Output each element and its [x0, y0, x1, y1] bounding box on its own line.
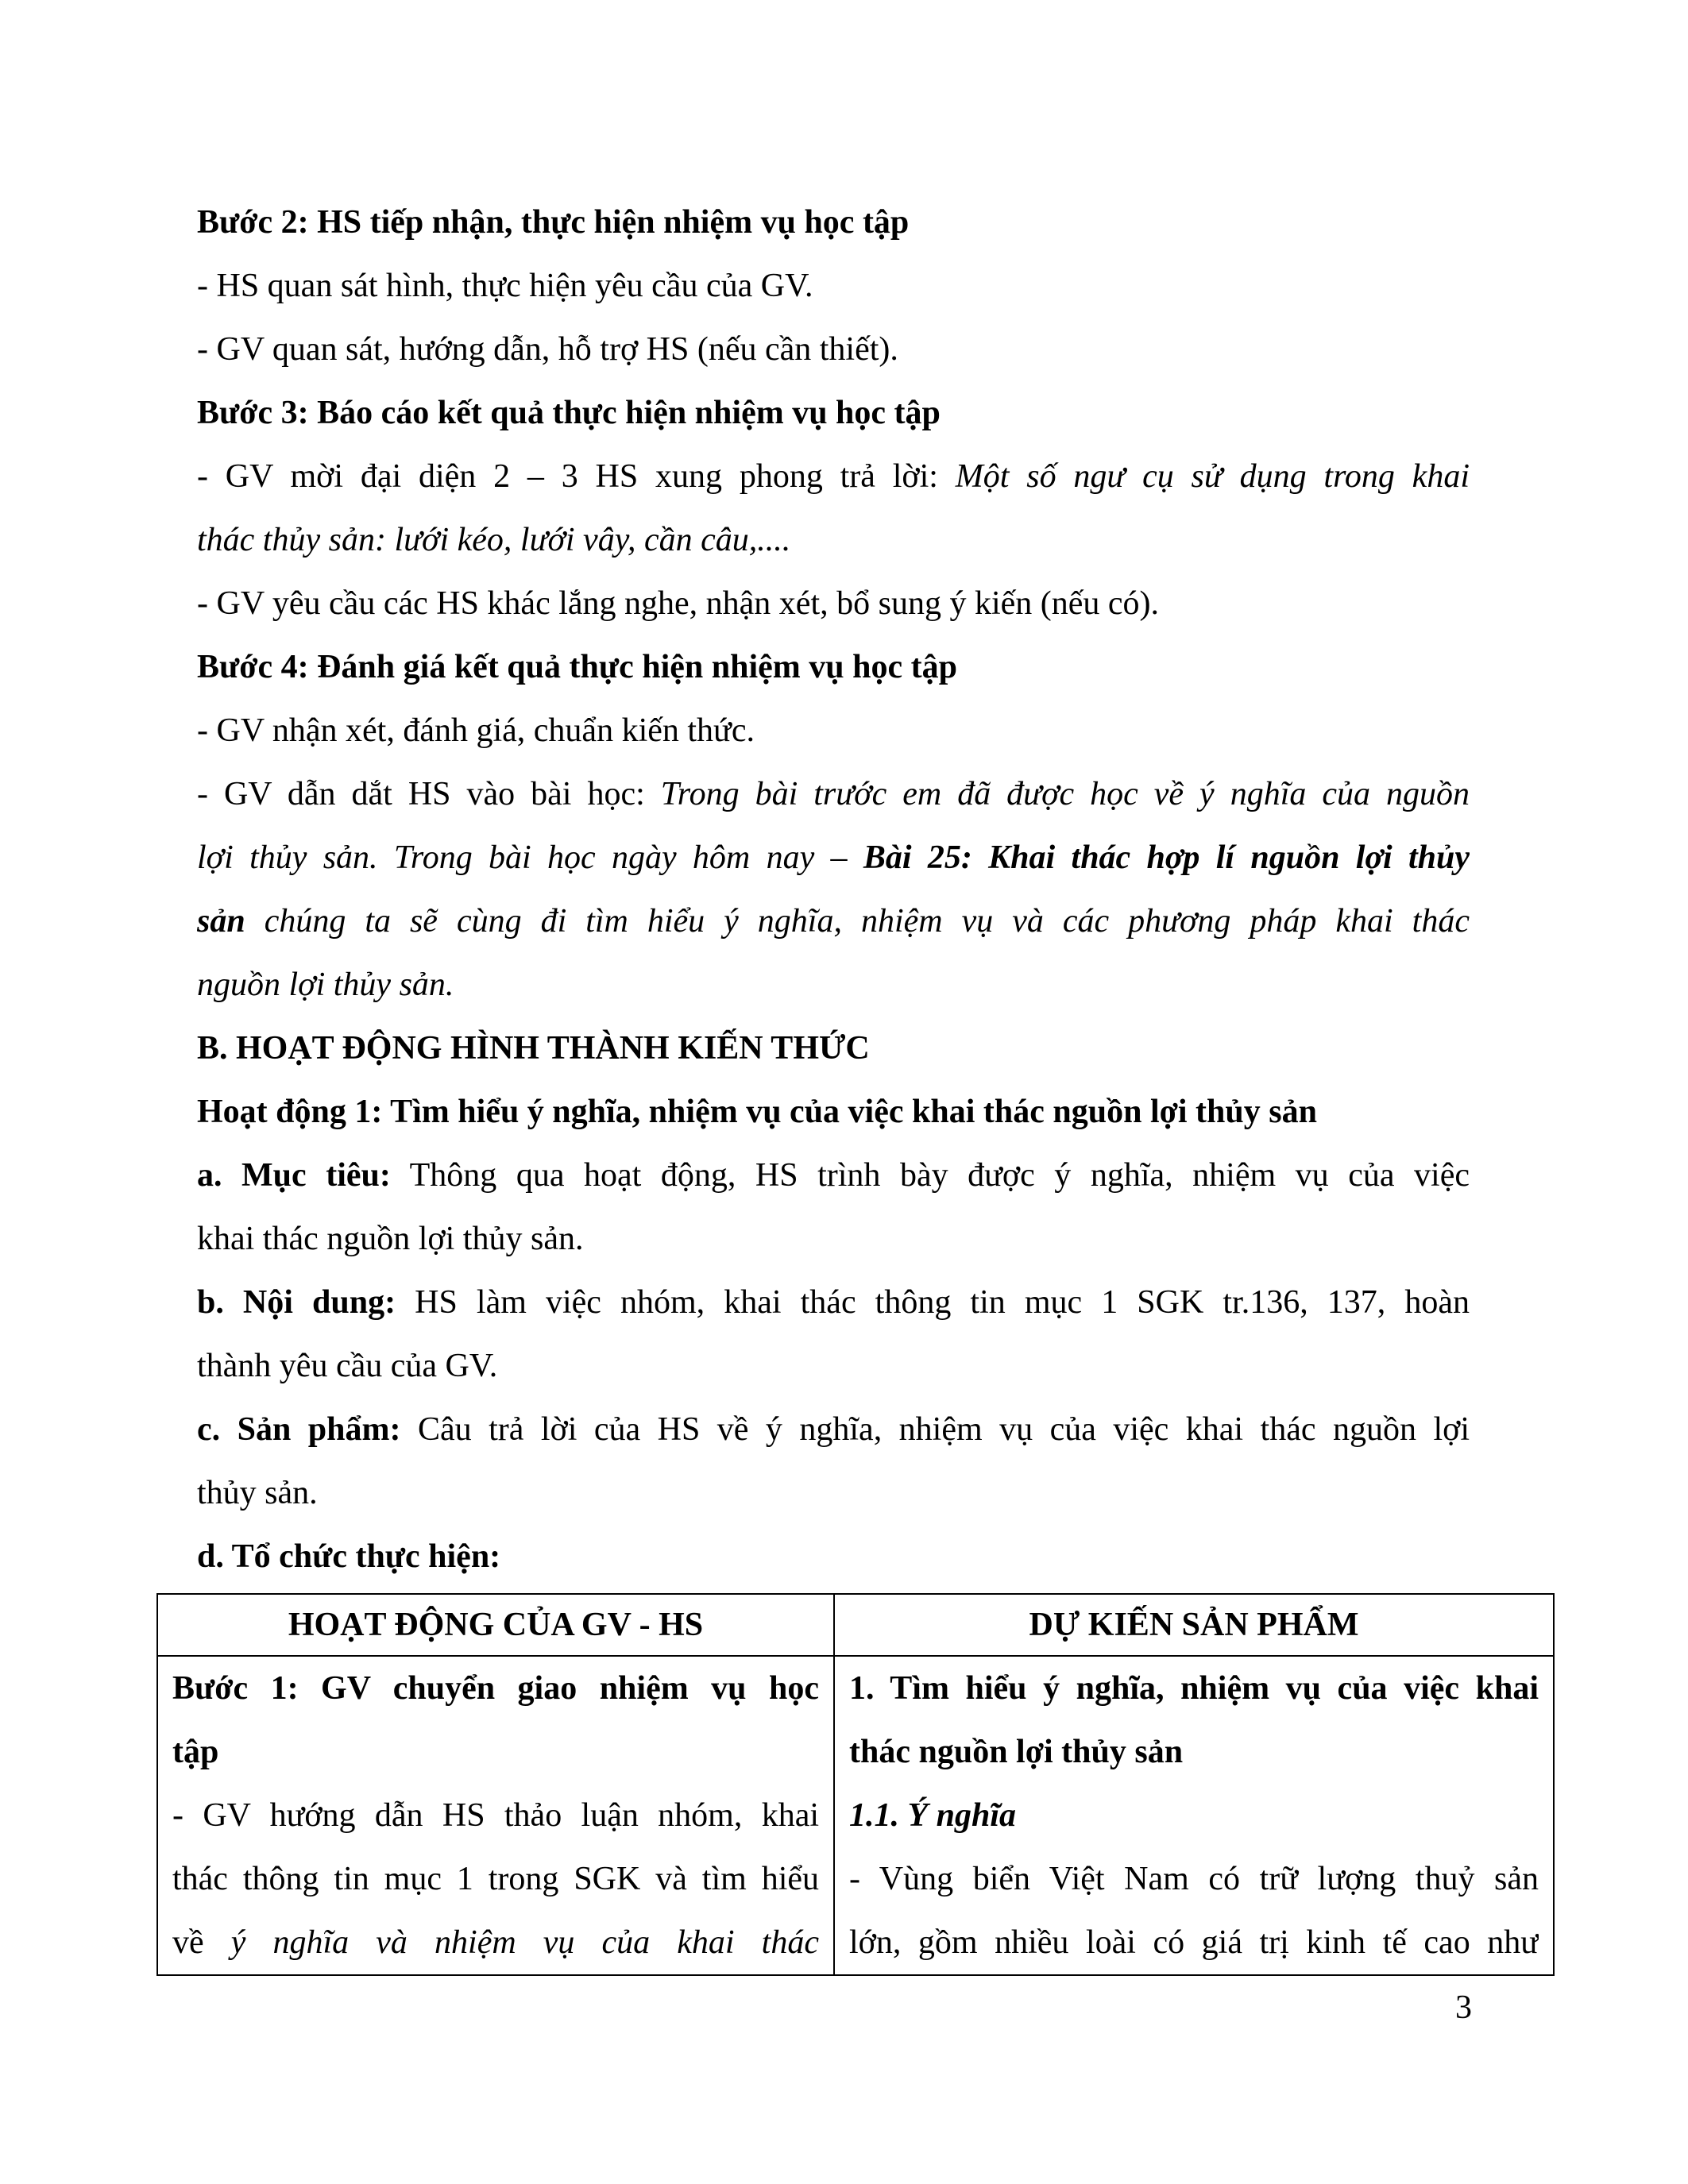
step2-line2: - GV quan sát, hướng dẫn, hỗ trợ HS (nếu cần thiết). — [197, 331, 898, 368]
content-line1: b. Nội dung: HS làm việc nhóm, khai thác thông tin mục 1 SGK tr.136, 137, hoàn — [197, 1284, 1470, 1321]
step4-line1: - GV nhận xét, đánh giá, chuẩn kiến thức. — [197, 712, 755, 749]
header-expected-product: DỰ KIẾN SẢN PHẨM — [834, 1594, 1554, 1656]
table-header-row — [157, 1594, 1554, 1656]
step4-heading: Bước 4: Đánh giá kết quả thực hiện nhiệm vụ học tập — [197, 649, 957, 685]
content-line2: thành yêu cầu của GV. — [197, 1348, 498, 1384]
activity1-heading: Hoạt động 1: Tìm hiểu ý nghĩa, nhiệm vụ của việc khai thác nguồn lợi thủy sản — [197, 1094, 1317, 1130]
section-b-heading: B. HOẠT ĐỘNG HÌNH THÀNH KIẾN THỨC — [197, 1030, 870, 1067]
objective-line1: a. Mục tiêu: Thông qua hoạt động, HS trình bày được ý nghĩa, nhiệm vụ của việc — [197, 1157, 1470, 1194]
step2-heading: Bước 2: HS tiếp nhận, thực hiện nhiệm vụ học tập — [197, 204, 910, 241]
cell-activities: Bước 1: GV chuyển giao nhiệm vụ học tập - GV hướng dẫn HS thảo luận nhóm, khai thác thông tin mục 1 trong SGK và tìm hiểu về ý nghĩa và nhiệm vụ của khai thác — [157, 1656, 834, 1975]
page-number: 3 — [1455, 1989, 1472, 2026]
organization-heading: d. Tổ chức thực hiện: — [197, 1538, 501, 1575]
product-line2: thủy sản. — [197, 1475, 318, 1511]
step3-line3: - GV yêu cầu các HS khác lắng nghe, nhận xét, bổ sung ý kiến (nếu có). — [197, 585, 1160, 622]
step4-line3: lợi thủy sản. Trong bài học ngày hôm nay – Bài 25: Khai thác hợp lí nguồn lợi thủy — [197, 839, 1470, 876]
step4-line5: nguồn lợi thủy sản. — [197, 967, 454, 1003]
step4-line4: sản chúng ta sẽ cùng đi tìm hiểu ý nghĩa, nhiệm vụ và các phương pháp khai thác — [197, 903, 1470, 940]
step3-line1: - GV mời đại diện 2 – 3 HS xung phong trả lời: Một số ngư cụ sử dụng trong khai — [197, 458, 1470, 495]
header-activities: HOẠT ĐỘNG CỦA GV - HS — [157, 1594, 834, 1656]
objective-line2: khai thác nguồn lợi thủy sản. — [197, 1221, 584, 1257]
table-row — [157, 1656, 1554, 1975]
step4-line2: - GV dẫn dắt HS vào bài học: Trong bài trước em đã được học về ý nghĩa của nguồn — [197, 776, 1470, 812]
activity-table — [156, 1593, 1555, 1976]
step3-line2: thác thủy sản: lưới kéo, lưới vây, cần câu,.... — [197, 522, 791, 558]
product-line1: c. Sản phẩm: Câu trả lời của HS về ý nghĩa, nhiệm vụ của việc khai thác nguồn lợi — [197, 1411, 1470, 1448]
cell-expected-product: 1. Tìm hiểu ý nghĩa, nhiệm vụ của việc khai thác nguồn lợi thủy sản 1.1. Ý nghĩa - Vùng biển Việt Nam có trữ lượng thuỷ sản lớn, gồm nhiều loài có giá trị kinh tế cao như — [834, 1656, 1554, 1975]
step2-line1: - HS quan sát hình, thực hiện yêu cầu của GV. — [197, 268, 813, 304]
document-body — [197, 191, 1470, 1588]
step3-heading: Bước 3: Báo cáo kết quả thực hiện nhiệm vụ học tập — [197, 395, 941, 431]
